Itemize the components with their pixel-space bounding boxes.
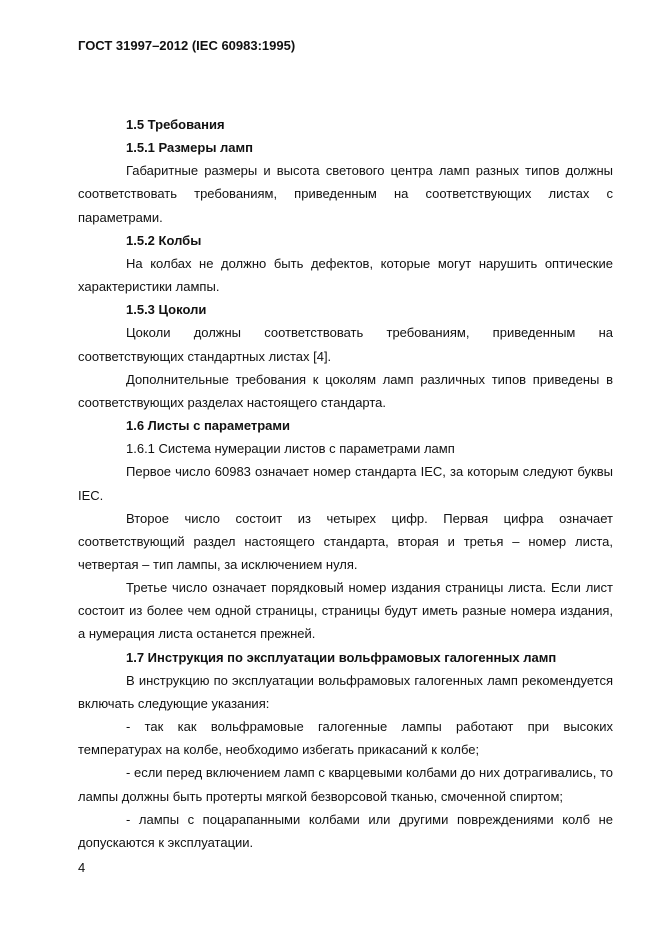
section-heading-1-7: 1.7 Инструкция по эксплуатации вольфрамовых галогенных ламп: [126, 649, 557, 665]
list-item: - если перед включением ламп с кварцевыми колбами до них дотрагивались, то лампы должны быть протерты мягкой безворсовой тканью, смоченной спиртом;: [78, 765, 613, 804]
subsection-title-1-6-1: 1.6.1 Система нумерации листов с параметрами ламп: [126, 441, 455, 457]
paragraph: Цоколи должны соответствовать требованиям, приведенным на соответствующих стандартных листах [4].: [78, 325, 613, 364]
paragraph: Габаритные размеры и высота светового центра ламп разных типов должны соответствовать требованиям, приведенным на соответствующих листах с параметрами.: [78, 163, 613, 225]
document-header: ГОСТ 31997–2012 (IEC 60983:1995): [78, 38, 296, 53]
paragraph: Первое число 60983 означает номер стандарта IEC, за которым следуют буквы IEC.: [78, 464, 613, 503]
document-body: [78, 113, 613, 854]
section-heading-1-5-2: 1.5.2 Колбы: [126, 232, 202, 248]
paragraph: Третье число означает порядковый номер издания страницы листа. Если лист состоит из более чем одной страницы, страницы будут иметь разные номера издания, а нумерация листа останется прежней.: [78, 580, 613, 642]
page-number: 4: [78, 860, 86, 875]
paragraph: В инструкцию по эксплуатации вольфрамовых галогенных ламп рекомендуется включать следующие указания:: [78, 672, 613, 711]
section-heading-1-5: 1.5 Требования: [126, 117, 225, 132]
section-heading-1-5-1: 1.5.1 Размеры ламп: [126, 140, 254, 156]
list-item: - лампы с поцарапанными колбами или другими повреждениями колб не допускаются к эксплуатации.: [78, 811, 613, 850]
paragraph: Дополнительные требования к цоколям ламп различных типов приведены в соответствующих разделах настоящего стандарта.: [78, 371, 613, 410]
list-item: - так как вольфрамовые галогенные лампы работают при высоких температурах на колбе, необходимо избегать прикасаний к колбе;: [78, 719, 613, 758]
section-heading-1-5-3: 1.5.3 Цоколи: [126, 302, 207, 318]
paragraph: Второе число состоит из четырех цифр. Первая цифра означает соответствующий раздел настоящего стандарта, вторая и третья – номер листа, четвертая – тип лампы, за исключением нуля.: [78, 510, 613, 572]
paragraph: На колбах не должно быть дефектов, которые могут нарушить оптические характеристики лампы.: [78, 255, 613, 295]
section-heading-1-6: 1.6 Листы с параметрами: [126, 418, 291, 434]
